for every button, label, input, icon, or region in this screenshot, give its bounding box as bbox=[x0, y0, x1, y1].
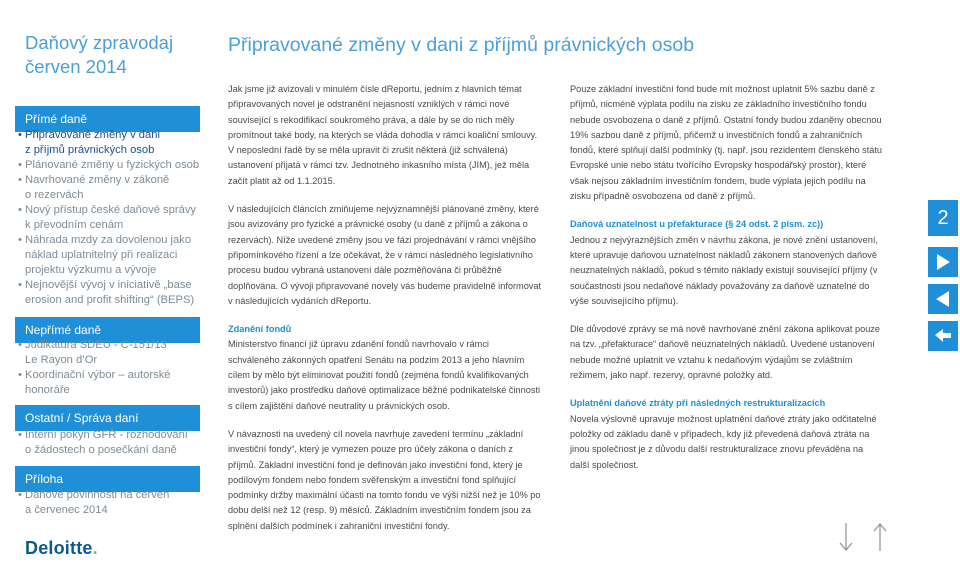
paragraph: V následujících článcích zmiňujeme nejvýznamnější plánované změny, které jsou avizovány pro fyzické a právnické osoby (u daně z příjmů a zákona o rezervách). Níže uvedené změny jsou ve fázi projednávání v rámci vnějšího připomínkového řízení a lze očekávat, že v rámci následného legislativního procesu budou vybraná ustanovení dále pozměňována či průběžně doplňována. O vývoji připravované novely vás budeme pravidelně informovat v následujících vydáních dReportu. bbox=[228, 204, 542, 306]
back-button[interactable] bbox=[928, 321, 958, 351]
nav-section-heading[interactable]: Ostatní / Správa daní bbox=[15, 405, 200, 431]
section-heading: Daňová uznatelnost u přefakturace (§ 24 odst. 2 písm. zc)) bbox=[570, 219, 824, 230]
nav-list bbox=[18, 128, 200, 308]
article-column-2 bbox=[570, 82, 885, 486]
back-arrow-icon bbox=[934, 327, 952, 345]
nav-item-label: projektu výzkumu a vývoje bbox=[25, 264, 157, 276]
nav-item[interactable] bbox=[18, 428, 200, 458]
logo-text: Deloitte bbox=[25, 538, 93, 558]
nav-item[interactable] bbox=[18, 158, 200, 173]
play-left-icon bbox=[935, 290, 951, 308]
paragraph: Ministerstvo financí již úpravu zdanění fondů navrhovalo v rámci schváleného zákonných opatření Senátu na podzim 2013 a jeho hlavním cílem by mělo být eliminovat použití fondů (zejména fondů kvalifikovaných investorů) jako prostředku daňové optimalizace běžné podnikatelské činnosti s cílem zajištění daňové neutrality u právnických osob. bbox=[228, 339, 541, 411]
nav-list bbox=[18, 338, 200, 398]
nav-item-label: Navrhované změny v zákoně bbox=[25, 174, 170, 186]
bullet-icon: • bbox=[18, 429, 22, 441]
nav-item-label: Připravované změny v dani bbox=[25, 129, 160, 141]
nav-item-label: Koordinační výbor – autorské bbox=[25, 369, 171, 381]
bullet-icon: • bbox=[18, 339, 22, 351]
page-number: 2 bbox=[928, 200, 958, 236]
nav-item-label: z příjmů právnických osob bbox=[25, 144, 155, 156]
page-title: Připravované změny v dani z příjmů právnických osob bbox=[228, 34, 695, 56]
nav-list bbox=[18, 488, 200, 518]
bullet-icon: • bbox=[18, 174, 22, 186]
previous-page-button[interactable] bbox=[928, 284, 958, 314]
nav-item-label: o rezervách bbox=[25, 189, 84, 201]
arrow-down-icon bbox=[836, 522, 856, 552]
nav-item-label: náklad uplatnitelný při realizaci bbox=[25, 249, 178, 261]
paragraph: Novela výslovně upravuje možnost uplatnění daňové ztráty jako odčitatelné položky od základu daně v případech, kdy již převedená daňová ztráta na jinou společnost je z důvodu další restrukturalizace znovu převáděna na další společnost. bbox=[570, 413, 877, 470]
deloitte-logo[interactable] bbox=[25, 538, 98, 559]
nav-item-label: k převodním cenám bbox=[25, 219, 124, 231]
paragraph: Jednou z nejvýraznějších změn v návrhu zákona, je nové znění ustanovení, které upravuje daňovou uznatelnost nákladů zákonem stanovených daňově neuznatelných nákladů, pokud s těmito náklady existují související příjmy (v součastnosti jsou nedaňové náklady považovány za daňově uznatelné do výše souvisejícího příjmu). bbox=[570, 234, 878, 306]
article-column-1 bbox=[228, 82, 543, 547]
bullet-icon: • bbox=[18, 129, 22, 141]
newsletter-title: Daňový zpravodaj bbox=[25, 32, 174, 53]
next-page-button[interactable] bbox=[928, 247, 958, 277]
nav-item-label: Náhrada mzdy za dovolenou jako bbox=[25, 234, 192, 246]
nav-item-label: Le Rayon d’Or bbox=[25, 354, 98, 366]
bullet-icon: • bbox=[18, 159, 22, 171]
nav-item-label: honoráře bbox=[25, 384, 70, 396]
nav-item[interactable] bbox=[18, 203, 200, 233]
nav-item[interactable] bbox=[18, 488, 200, 518]
logo-dot: . bbox=[92, 538, 98, 558]
nav-item-label: erosion and profit shifting“ (BEPS) bbox=[25, 294, 195, 306]
nav-item-label: Nový přístup české daňové správy bbox=[25, 204, 197, 216]
nav-item-label: Plánované změny u fyzických osob bbox=[25, 159, 200, 171]
paragraph: V návaznosti na uvedený cíl novela navrhuje zavedení termínu „základní investiční fondy“, který je vymezen pouze pro účely zákona o daních z příjmů. Základní investiční fond je definován jako investiční fond, který je podílovým fondem nebo fondem svěřenským a investiční fond splňující podmínky držby maximální účasti na tomto fondu ve výši nižší než je 10% po dobu delší než 12 (resp. 9) měsíců. Základním investičním fondem jsou za splnění dalších podmínek i zahraniční investiční fondy. bbox=[228, 428, 541, 531]
section-heading: Zdanění fondů bbox=[228, 324, 292, 335]
newsletter-issue: červen 2014 bbox=[25, 56, 127, 77]
bullet-icon: • bbox=[18, 204, 22, 216]
nav-item-label: Nejnovější vývoj v iniciativě „base bbox=[25, 279, 192, 291]
nav-section-heading[interactable]: Přímé daně bbox=[15, 106, 200, 132]
nav-item[interactable] bbox=[18, 278, 200, 308]
nav-item[interactable] bbox=[18, 173, 200, 203]
bullet-icon: • bbox=[18, 489, 22, 501]
sidebar bbox=[0, 0, 200, 582]
nav-list bbox=[18, 428, 200, 458]
nav-item-label: Daňové povinnosti na červen bbox=[25, 489, 170, 501]
nav-item[interactable] bbox=[18, 128, 200, 158]
paragraph: Jak jsme již avizovali v minulém čísle dReportu, jedním z hlavních témat připravovaných novel je odstranění nejasností vzniklých v rámci nové související s rekodifikací soukromého práva, a dále by se do nich měly promítnout také body, na kterých se vláda dohodla v rámci koaliční smlouvy. V neposlední řadě by se měla upravit či zrušit některá (již schválená) ustanovení přijatá v rámci tzv. Jednotného inkasního místa (JIM), jež měla začít platit až od 1.1.2015. bbox=[228, 84, 538, 186]
section-heading: Uplatnění daňové ztráty při následných restrukturalizacích bbox=[570, 398, 826, 409]
arrow-up-icon bbox=[870, 522, 890, 552]
bullet-icon: • bbox=[18, 234, 22, 246]
nav-item-label: Interní pokyn GFŘ - rozhodování bbox=[25, 429, 188, 441]
bullet-icon: • bbox=[18, 279, 22, 291]
paragraph: Pouze základní investiční fond bude mít možnost uplatnit 5% sazbu daně z příjmů, nicméně výplata podílu na zisku ze základního investičního fondu nebude osvobozena o daně z příjmů. Ostatní fondy budou zdaněny obecnou 19% sazbou daně z příjmů, přičemž u investičních fondů a zahraničních fondů, které splňují další podmínky (tj. např. jsou rezidentem členského státu Evropské unie nebo státu tvořícího Evropsky hospodářský prostor), které však nejsou základním investičním fondem, bude výplata jejich podílu na zisku případně osvobozena od daně z příjmů. bbox=[570, 84, 883, 202]
nav-section-heading[interactable]: Příloha bbox=[15, 466, 200, 492]
play-right-icon bbox=[935, 253, 951, 271]
nav-item-label: a červenec 2014 bbox=[25, 504, 108, 516]
nav-item[interactable] bbox=[18, 338, 200, 368]
bullet-icon: • bbox=[18, 369, 22, 381]
nav-item-label: Judikatura SDEU - C-151/13 bbox=[25, 339, 167, 351]
nav-section-heading[interactable]: Nepřímé daně bbox=[15, 317, 200, 343]
nav-item[interactable] bbox=[18, 233, 200, 278]
nav-item-label: o žádostech o posečkání daně bbox=[25, 444, 177, 456]
nav-item[interactable] bbox=[18, 368, 200, 398]
paragraph: Dle důvodové zprávy se má nově navrhované znění zákona aplikovat pouze na tzv. „přefakturace“ daňově neuznatelných nákladů. Uvedené ustanovení nebude možné uplatnit ve vztahu k nedaňovým výdajům se zvláštním režimem, jako např. rezervy, opravné položky atd. bbox=[570, 324, 881, 381]
